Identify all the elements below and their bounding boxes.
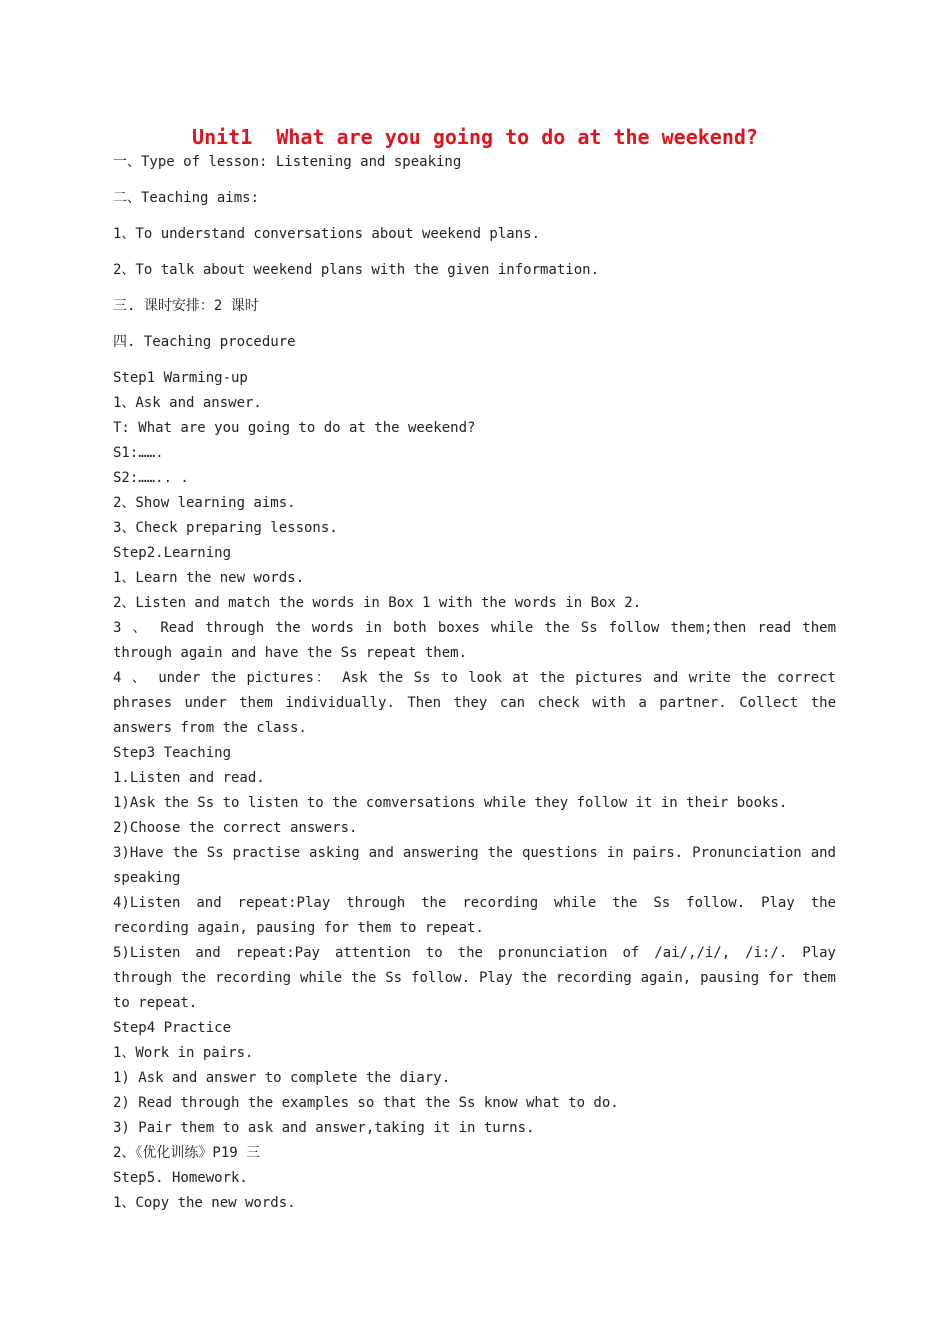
lesson-type: 一、Type of lesson: Listening and speaking <box>113 154 462 170</box>
step3-sub-2: 2)Choose the correct answers. <box>113 820 358 836</box>
step4-item-2: 2、《优化训练》P19 三 <box>113 1145 261 1161</box>
page-title: Unit1 What are you going to do at the weekend? <box>192 125 758 149</box>
document-body <box>113 150 836 1216</box>
aim-1: 1、To understand conversations about weekend plans. <box>113 226 541 242</box>
step1-s2: S2:…….. . <box>113 470 189 486</box>
step3-sub-1: 1)Ask the Ss to listen to the comversations while they follow it in their books. <box>113 795 788 811</box>
step2-item-4: 4 、 under the pictures： Ask the Ss to look at the pictures and write the correct phrases under them individually. Then they can check with a partner. Collect the answers from the class. <box>113 670 836 736</box>
step4-sub-3: 3) Pair them to ask and answer,taking it in turns. <box>113 1120 535 1136</box>
step1-teacher-question: T: What are you going to do at the weekend? <box>113 420 476 436</box>
step5-item-1: 1、Copy the new words. <box>113 1195 296 1211</box>
step3-sub-5: 5)Listen and repeat:Pay attention to the pronunciation of /ai/,/i/, /i:/. Play through the recording while the Ss follow. Play the recording again, pausing for them to repeat. <box>113 945 836 1011</box>
step3-sub-3: 3)Have the Ss practise asking and answering the questions in pairs. Pronunciation and speaking <box>113 845 836 886</box>
step5-heading: Step5. Homework. <box>113 1170 248 1186</box>
step2-heading: Step2.Learning <box>113 545 232 561</box>
step2-item-2: 2、Listen and match the words in Box 1 with the words in Box 2. <box>113 595 642 611</box>
step4-item-1: 1、Work in pairs. <box>113 1045 254 1061</box>
step3-sub-4: 4)Listen and repeat:Play through the recording while the Ss follow. Play the recording again, pausing for them to repeat. <box>113 895 836 936</box>
step1-heading: Step1 Warming-up <box>113 370 248 386</box>
step4-heading: Step4 Practice <box>113 1020 232 1036</box>
schedule: 三. 课时安排：2 课时 <box>113 298 259 314</box>
step1-item-2: 2、Show learning aims. <box>113 495 296 511</box>
step3-item-1: 1.Listen and read. <box>113 770 265 786</box>
step4-sub-2: 2) Read through the examples so that the Ss know what to do. <box>113 1095 619 1111</box>
step1-item-1: 1、Ask and answer. <box>113 395 262 411</box>
step1-s1: S1:……. <box>113 445 164 461</box>
step2-item-3: 3 、 Read through the words in both boxes while the Ss follow them;then read them through again and have the Ss repeat them. <box>113 620 836 661</box>
step4-sub-1: 1) Ask and answer to complete the diary. <box>113 1070 451 1086</box>
step3-heading: Step3 Teaching <box>113 745 232 761</box>
step1-item-3: 3、Check preparing lessons. <box>113 520 338 536</box>
procedure-heading: 四. Teaching procedure <box>113 334 296 350</box>
aim-2: 2、To talk about weekend plans with the given information. <box>113 262 600 278</box>
step2-item-1: 1、Learn the new words. <box>113 570 305 586</box>
aims-heading: 二、Teaching aims: <box>113 190 260 206</box>
